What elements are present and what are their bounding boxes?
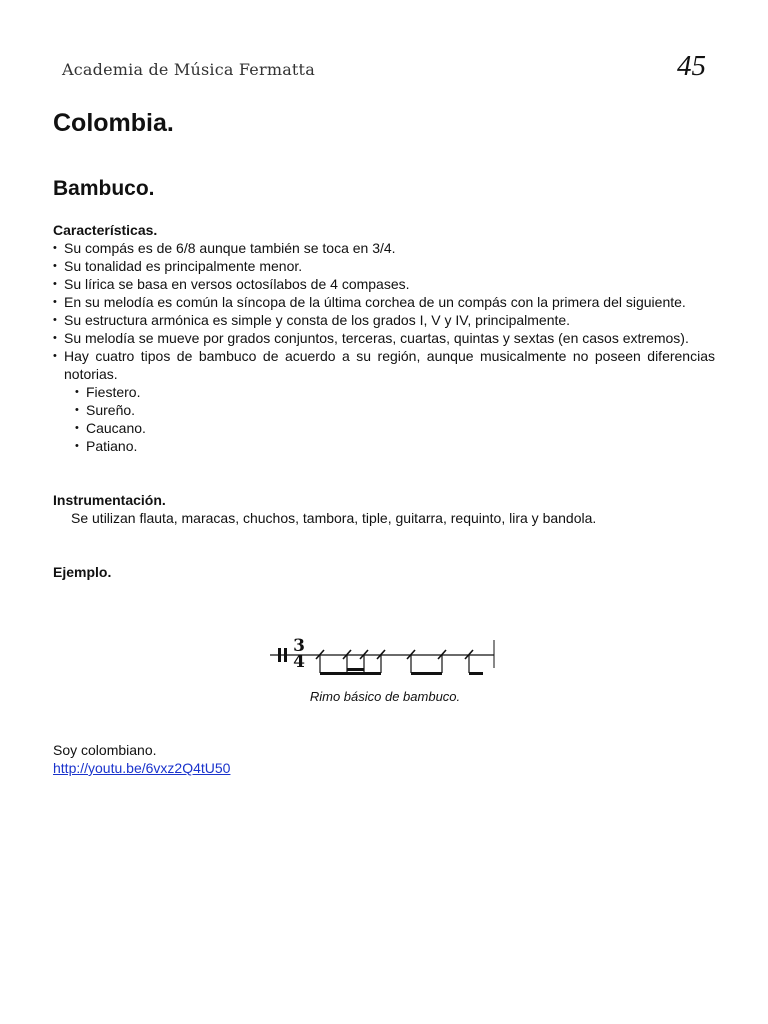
sub-list-item: • Patiano. (75, 437, 715, 455)
list-item: • Su lírica se basa en versos octosílabos de 4 compases. (53, 275, 715, 293)
video-link[interactable]: http://youtu.be/6vxz2Q4tU50 (53, 760, 231, 776)
list-item: • Su compás es de 6/8 aunque también se toca en 3/4. (53, 239, 715, 257)
time-signature-bottom: 4 (293, 652, 305, 672)
sub-list-item: • Caucano. (75, 419, 715, 437)
region-types-list (53, 383, 715, 455)
percussion-clef (284, 648, 287, 662)
beam (411, 672, 442, 675)
example-label: Ejemplo. (53, 564, 112, 580)
beam (469, 672, 483, 675)
time-signature-top: 3 (293, 636, 305, 656)
content-body (53, 221, 715, 581)
percussion-clef (278, 648, 281, 662)
list-item: • Su melodía se mueve por grados conjuntos, terceras, cuartas, quintas y sextas (en casos extremos). (53, 329, 715, 347)
closing-text: Soy colombiano. (53, 742, 157, 758)
list-item: • Su estructura armónica es simple y consta de los grados I, V y IV, principalmente. (53, 311, 715, 329)
section-title: Bambuco. (53, 177, 155, 200)
beam (347, 668, 364, 671)
characteristics-label: Características. (53, 222, 158, 238)
characteristics-list (53, 239, 715, 383)
sub-list-item: • Fiestero. (75, 383, 715, 401)
beam (320, 672, 381, 675)
closing-block (53, 741, 230, 777)
example-caption: Rimo básico de bambuco. (309, 689, 461, 704)
list-item: • Hay cuatro tipos de bambuco de acuerdo a su región, aunque musicalmente no poseen diferencias notorias. (53, 347, 715, 383)
page-title: Colombia. (53, 109, 174, 137)
list-item: • En su melodía es común la síncopa de la última corchea de un compás con la primera del siguiente. (53, 293, 715, 311)
page-number: 45 (677, 50, 706, 82)
sub-list-item: • Sureño. (75, 401, 715, 419)
header-title: Academia de Música Fermatta (62, 60, 315, 79)
list-item: • Su tonalidad es principalmente menor. (53, 257, 715, 275)
instrumentation-text: Se utilizan flauta, maracas, chuchos, tambora, tiple, guitarra, requinto, lira y bandola. (71, 510, 597, 526)
instrumentation-label: Instrumentación. (53, 492, 166, 508)
rhythm-notation (268, 632, 500, 678)
